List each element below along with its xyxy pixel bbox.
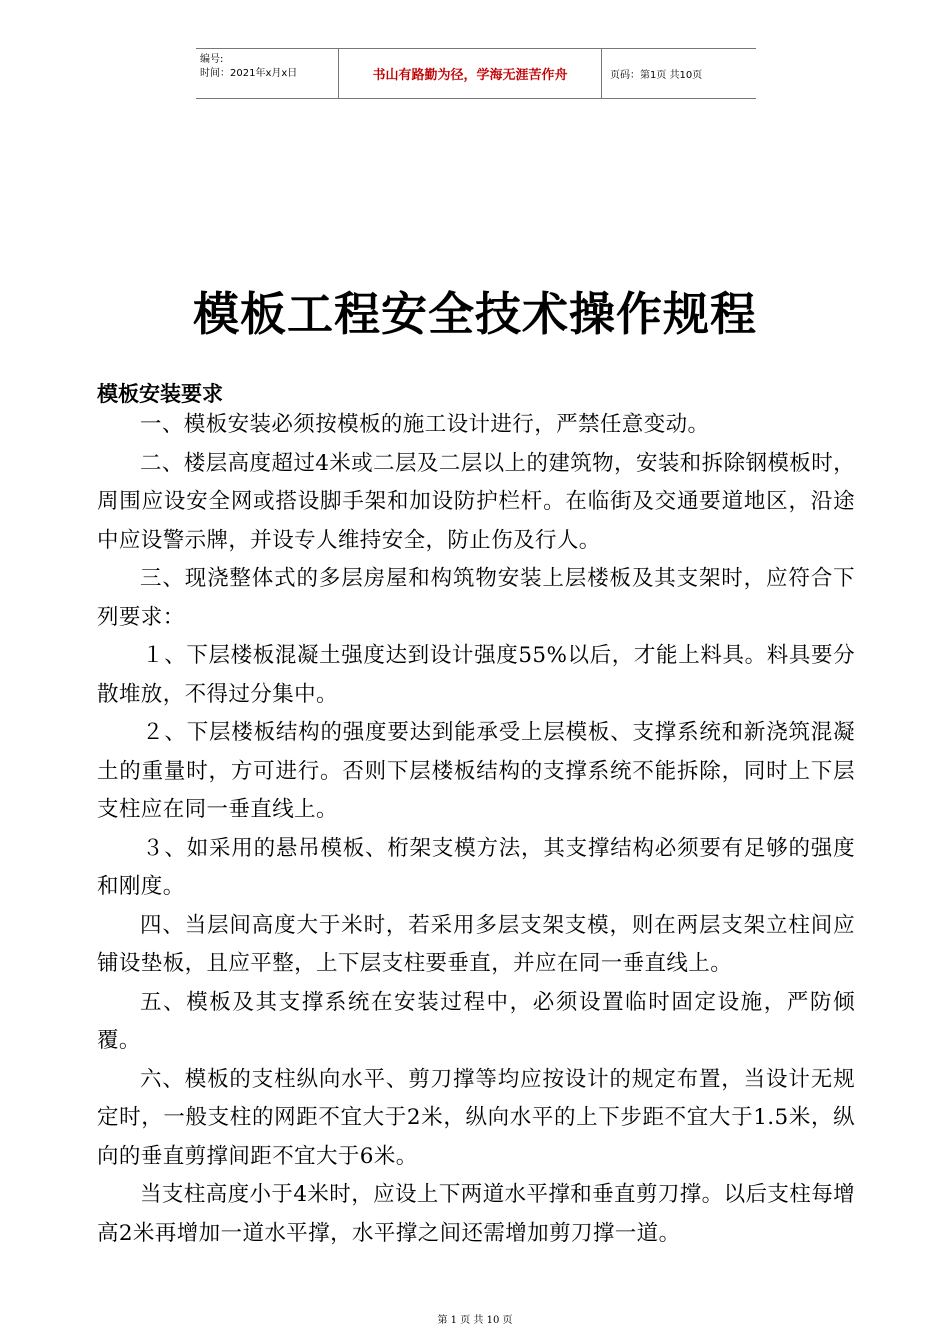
document-title: 模板工程安全技术操作规程 xyxy=(193,287,757,341)
time-label: 时间：2021年x月x日 xyxy=(200,68,298,79)
paragraph-7: 四、当层间高度大于米时，若采用多层支架支模，则在两层支架立柱间应铺设垫板，且应平整，上下层支柱要垂直，并应在同一垂直线上。 xyxy=(97,912,855,976)
header-meta xyxy=(196,49,338,98)
page-header xyxy=(196,48,756,99)
paragraph-3: 三、现浇整体式的多层房屋和构筑物安装上层楼板及其支架时，应符合下列要求： xyxy=(97,566,855,630)
paragraph-5: ２、下层楼板结构的强度要达到能承受上层模板、支撑系统和新浇筑混凝土的重量时，方可进行。否则下层楼板结构的支撑系统不能拆除，同时上下层支柱应在同一垂直线上。 xyxy=(97,720,855,822)
section-heading: 模板安装要求 xyxy=(97,382,223,406)
document-body xyxy=(97,406,855,1253)
paragraph-9: 六、模板的支柱纵向水平、剪刀撑等均应按设计的规定布置，当设计无规定时，一般支柱的网距不宜大于2米，纵向水平的上下步距不宜大于1.5米，纵向的垂直剪撑间距不宜大于6米。 xyxy=(97,1066,855,1169)
paragraph-2: 二、楼层高度超过4米或二层及二层以上的建筑物，安装和拆除钢模板时，周围应设安全网或搭设脚手架和加设防护栏杆。在临街及交通要道地区，沿途中应设警示牌，并设专人维持安全，防止伤及行人。 xyxy=(97,450,855,553)
paragraph-4: １、下层楼板混凝土强度达到设计强度55%以后，才能上料具。料具要分散堆放，不得过分集中。 xyxy=(97,643,855,707)
header-page-info: 页码：第1页 共10页 xyxy=(610,70,703,81)
paragraph-6: ３、如采用的悬吊模板、桁架支模方法，其支撑结构必须要有足够的强度和刚度。 xyxy=(97,835,855,899)
page-footer: 第 1 页 共 10 页 xyxy=(437,1315,513,1326)
paragraph-10: 当支柱高度小于4米时，应设上下两道水平撑和垂直剪刀撑。以后支柱每增高2米再增加一道水平撑，水平撑之间还需增加剪刀撑一道。 xyxy=(97,1182,855,1246)
number-label: 编号: xyxy=(200,54,224,65)
header-motto: 书山有路勤为径，学海无涯苦作舟 xyxy=(338,49,602,98)
paragraph-8: 五、模板及其支撑系统在安装过程中，必须设置临时固定设施，严防倾覆。 xyxy=(97,989,855,1053)
paragraph-1: 一、模板安装必须按模板的施工设计进行，严禁任意变动。 xyxy=(140,412,710,437)
